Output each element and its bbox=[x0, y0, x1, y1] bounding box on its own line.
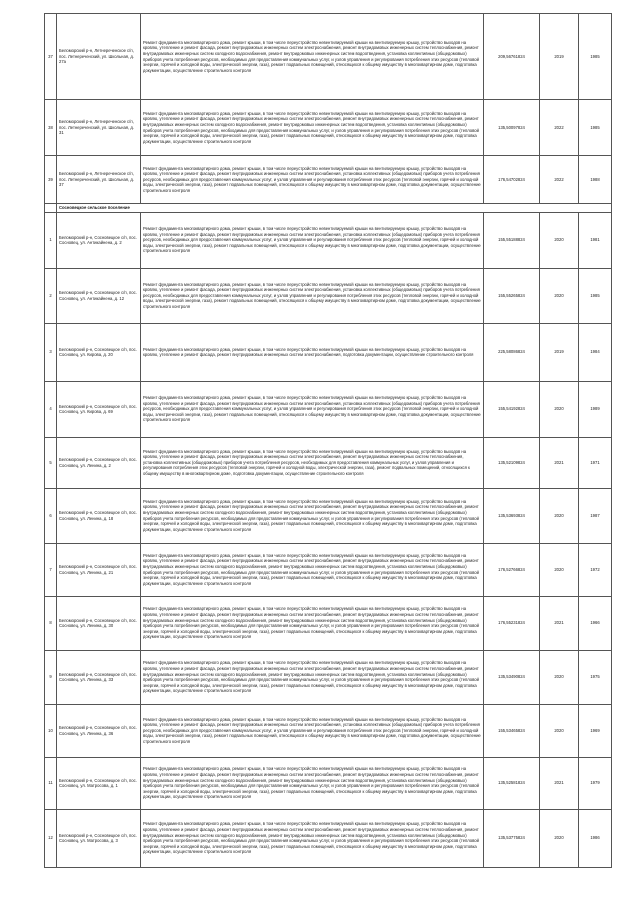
row-number: 5 bbox=[45, 437, 57, 488]
table-row bbox=[45, 488, 612, 543]
section-title: Сосновецкое сельское поселение bbox=[57, 204, 612, 213]
build-year-cell: 1972 bbox=[579, 543, 612, 596]
build-year-cell: 1969 bbox=[579, 704, 612, 757]
address-cell: Беломорский р-н, Летнереченское с/п, пос. Летнереченский, ул. Школьная, д. 37 bbox=[57, 156, 141, 204]
table-row bbox=[45, 212, 612, 268]
works-cell: Ремонт фундамента многоквартирного дома, ремонт крыши, в том числе переустройство невентилируемой крыши на вентилируемую крышу, устройство выходов на кровлю, утепление и ремонт фасада, ремонт внутридомовых инженерных систем электроснабжения, установка коллективных (общедомовых) приборов учета потребления ресурсов, необходимых для предоставления коммунальных услуг, и узлов управления и регулирования потребления этих ресурсов (тепловой энергии, горячей и холодной воды, электрической энергии, газа), ремонт подвальных помещений, относящихся к общему имуществу в многоквартирном доме, подготовка документации, осуществление строительного контроля bbox=[141, 268, 484, 323]
table-row bbox=[45, 381, 612, 437]
row-number: 8 bbox=[45, 596, 57, 650]
cost-cell: 176,52766824 bbox=[484, 543, 540, 596]
row-number: 38 bbox=[45, 100, 57, 156]
address-cell: Беломорский р-н, Сосновецкое с/п, пос. Сосновец, ул. Ленина, д. 36 bbox=[57, 704, 141, 757]
table-row bbox=[45, 650, 612, 704]
build-year-cell: 1966 bbox=[579, 596, 612, 650]
address-cell: Беломорский р-н, Сосновецкое с/п, пос. Сосновец, ул. Матросова, д. 1 bbox=[57, 757, 141, 809]
table-row bbox=[45, 14, 612, 100]
works-cell: Ремонт фундамента многоквартирного дома, ремонт крыши, в том числе переустройство невентилируемой крыши на вентилируемую крышу, устройство выходов на кровлю, утепление и ремонт фасада, ремонт внутридомовых инженерных систем электроснабжения, ремонт внутридомовых инженерных систем теплоснабжения, ремонт внутридомовых инженерных систем холодного водоснабжения, ремонт внутридомовых инженерных систем водоотведения, установка коллективных (общедомовых) приборов учета потребления ресурсов, необходимых для предоставления коммунальных услуг, и узлов управления и регулирования потребления этих ресурсов (тепловой энергии, горячей и холодной воды, электрической энергии, газа), ремонт подвальных помещений, относящихся к общему имуществу в многоквартирном доме, подготовка документации, осуществление строительного контроля bbox=[141, 100, 484, 156]
year-cell: 2020 bbox=[540, 543, 579, 596]
build-year-cell: 1989 bbox=[579, 381, 612, 437]
year-cell: 2020 bbox=[540, 488, 579, 543]
table-row bbox=[45, 596, 612, 650]
year-cell: 2021 bbox=[540, 596, 579, 650]
year-cell: 2022 bbox=[540, 100, 579, 156]
works-cell: Ремонт фундамента многоквартирного дома, ремонт крыши, в том числе переустройство невентилируемой крыши на вентилируемую крышу, устройство выходов на кровлю, утепление и ремонт фасада, ремонт внутридомовых инженерных систем электроснабжения, установка коллективных (общедомовых) приборов учета потребления ресурсов, необходимых для предоставления коммунальных услуг, и узлов управления и регулирования потребления этих ресурсов (тепловой энергии, горячей и холодной воды, электрической энергии, газа), ремонт подвальных помещений, относящихся к общему имуществу в многоквартирном доме, подготовка документации, осуществление строительного контроля bbox=[141, 381, 484, 437]
table-row bbox=[45, 757, 612, 809]
year-cell: 2019 bbox=[540, 14, 579, 100]
row-number: 4 bbox=[45, 381, 57, 437]
row-number: 10 bbox=[45, 704, 57, 757]
year-cell: 2020 bbox=[540, 268, 579, 323]
works-cell: Ремонт фундамента многоквартирного дома, ремонт крыши, в том числе переустройство невентилируемой крыши на вентилируемую крышу, устройство выходов на кровлю, утепление и ремонт фасада, ремонт внутридомовых инженерных систем электроснабжения, ремонт внутридомовых инженерных систем теплоснабжения, ремонт внутридомовых инженерных систем холодного водоснабжения, ремонт внутридомовых инженерных систем водоотведения, установка коллективных (общедомовых) приборов учета потребления ресурсов, необходимых для предоставления коммунальных услуг, и узлов управления и регулирования потребления этих ресурсов (тепловой энергии, горячей и холодной воды, электрической энергии, газа), ремонт подвальных помещений, относящихся к общему имуществу в многоквартирном доме, подготовка документации, осуществление строительного контроля bbox=[141, 596, 484, 650]
table-row bbox=[45, 100, 612, 156]
section-number-cell bbox=[45, 204, 57, 213]
address-cell: Беломорский р-н, Сосновецкое с/п, пос. Сосновец, ул. Ленина, д. 2 bbox=[57, 437, 141, 488]
cost-cell: 135,53693824 bbox=[484, 488, 540, 543]
year-cell: 2021 bbox=[540, 757, 579, 809]
works-cell: Ремонт фундамента многоквартирного дома, ремонт крыши, в том числе переустройство невентилируемой крыши на вентилируемую крышу, устройство выходов на кровлю, утепление и ремонт фасада, ремонт внутридомовых инженерных систем электроснабжения, ремонт внутридомовых инженерных систем теплоснабжения, ремонт внутридомовых инженерных систем холодного водоснабжения, ремонт внутридомовых инженерных систем водоотведения, установка коллективных (общедомовых) приборов учета потребления ресурсов, необходимых для предоставления коммунальных услуг, и узлов управления и регулирования потребления этих ресурсов (тепловой энергии, горячей и холодной воды, электрической энергии, газа), ремонт подвальных помещений, относящихся к общему имуществу в многоквартирном доме, подготовка документации, осуществление строительного контроля bbox=[141, 809, 484, 867]
works-cell: Ремонт фундамента многоквартирного дома, ремонт крыши, в том числе переустройство невентилируемой крыши на вентилируемую крышу, устройство выходов на кровлю, утепление и ремонт фасада, ремонт внутридомовых инженерных систем электроснабжения, установка коллективных (общедомовых) приборов учета потребления ресурсов, необходимых для предоставления коммунальных услуг, и узлов управления и регулирования потребления этих ресурсов (тепловой энергии, горячей и холодной воды, электрической энергии, газа), ремонт подвальных помещений, относящихся к общему имуществу в многоквартирном доме, подготовка документации, осуществление строительного контроля bbox=[141, 212, 484, 268]
cost-cell: 176,54702824 bbox=[484, 156, 540, 204]
works-cell: Ремонт фундамента многоквартирного дома, ремонт крыши, в том числе переустройство невентилируемой крыши на вентилируемую крышу, устройство выходов на кровлю, утепление и ремонт фасада, ремонт внутридомовых инженерных систем электроснабжения, ремонт внутридомовых инженерных систем теплоснабжения, ремонт внутридомовых инженерных систем холодного водоснабжения, ремонт внутридомовых инженерных систем водоотведения, установка коллективных (общедомовых) приборов учета потребления ресурсов, необходимых для предоставления коммунальных услуг, и узлов управления и регулирования потребления этих ресурсов (тепловой энергии, горячей и холодной воды, электрической энергии, газа), ремонт подвальных помещений, относящихся к общему имуществу в многоквартирном доме, подготовка документации, осуществление строительного контроля bbox=[141, 14, 484, 100]
row-number: 3 bbox=[45, 323, 57, 381]
row-number: 6 bbox=[45, 488, 57, 543]
row-number: 12 bbox=[45, 809, 57, 867]
build-year-cell: 1985 bbox=[579, 100, 612, 156]
works-cell: Ремонт фундамента многоквартирного дома, ремонт крыши, в том числе переустройство невентилируемой крыши на вентилируемую крышу, устройство выходов на кровлю, утепление и ремонт фасада, ремонт внутридомовых инженерных систем электроснабжения, ремонт внутридомовых инженерных систем теплоснабжения, ремонт внутридомовых инженерных систем холодного водоснабжения, ремонт внутридомовых инженерных систем водоотведения, установка коллективных (общедомовых) приборов учета потребления ресурсов, необходимых для предоставления коммунальных услуг, и узлов управления и регулирования потребления этих ресурсов (тепловой энергии, горячей и холодной воды, электрической энергии, газа), ремонт подвальных помещений, относящихся к общему имуществу в многоквартирном доме, подготовка документации, осуществление строительного контроля bbox=[141, 650, 484, 704]
build-year-cell: 1987 bbox=[579, 488, 612, 543]
cost-cell: 155,54192824 bbox=[484, 381, 540, 437]
row-number: 7 bbox=[45, 543, 57, 596]
address-cell: Беломорский р-н, Летнереченское с/п, пос. Летнереченский, ул. Школьная, д. 27а bbox=[57, 14, 141, 100]
address-cell: Беломорский р-н, Сосновецкое с/п, пос. Сосновец, ул. Ленина, д. 18 bbox=[57, 488, 141, 543]
table-row bbox=[45, 268, 612, 323]
row-number: 9 bbox=[45, 650, 57, 704]
address-cell: Беломорский р-н, Летнереченское с/п, пос. Летнереченский, ул. Школьная, д. 31 bbox=[57, 100, 141, 156]
table-row bbox=[45, 437, 612, 488]
cost-cell: 155,55265824 bbox=[484, 268, 540, 323]
build-year-cell: 1985 bbox=[579, 14, 612, 100]
table-body bbox=[45, 14, 612, 868]
works-cell: Ремонт фундамента многоквартирного дома, ремонт крыши, в том числе переустройство невентилируемой крыши на вентилируемую крышу, устройство выходов на кровлю, утепление и ремонт фасада, ремонт внутридомовых инженерных систем электроснабжения, ремонт внутридомовых инженерных систем теплоснабжения, установка коллективных (общедомовых) приборов учета потребления ресурсов, необходимых для предоставления коммунальных услуг, и узлов управления и регулирования потребления этих ресурсов (тепловой энергии, горячей и холодной воды, электрической энергии, газа), ремонт подвальных помещений, относящихся к общему имуществу в многоквартирном доме, подготовка документации, осуществление строительного контроля bbox=[141, 437, 484, 488]
year-cell: 2020 bbox=[540, 650, 579, 704]
works-cell: Ремонт фундамента многоквартирного дома, ремонт крыши, в том числе переустройство невентилируемой крыши на вентилируемую крышу, устройство выходов на кровлю, утепление и ремонт фасада, ремонт внутридомовых инженерных систем электроснабжения, ремонт внутридомовых инженерных систем теплоснабжения, ремонт внутридомовых инженерных систем холодного водоснабжения, ремонт внутридомовых инженерных систем водоотведения, установка коллективных (общедомовых) приборов учета потребления ресурсов, необходимых для предоставления коммунальных услуг, и узлов управления и регулирования потребления этих ресурсов (тепловой энергии, горячей и холодной воды, электрической энергии, газа), ремонт подвальных помещений, относящихся к общему имуществу в многоквартирном доме, подготовка документации, осуществление строительного контроля bbox=[141, 543, 484, 596]
build-year-cell: 1979 bbox=[579, 757, 612, 809]
cost-cell: 135,53490824 bbox=[484, 650, 540, 704]
cost-cell: 155,53465824 bbox=[484, 704, 540, 757]
address-cell: Беломорский р-н, Сосновецкое с/п, пос. Сосновец, ул. Кирова, д. 69 bbox=[57, 381, 141, 437]
table-row bbox=[45, 809, 612, 867]
cost-cell: 225,58086824 bbox=[484, 323, 540, 381]
row-number: 1 bbox=[45, 212, 57, 268]
address-cell: Беломорский р-н, Сосновецкое с/п, пос. Сосновец, ул. Антикайнена, д. 2 bbox=[57, 212, 141, 268]
year-cell: 2020 bbox=[540, 212, 579, 268]
cost-cell: 135,52109824 bbox=[484, 437, 540, 488]
address-cell: Беломорский р-н, Сосновецкое с/п, пос. Сосновец, ул. Антикайнена, д. 12 bbox=[57, 268, 141, 323]
section-row bbox=[45, 204, 612, 213]
works-cell: Ремонт фундамента многоквартирного дома, ремонт крыши, в том числе переустройство невентилируемой крыши на вентилируемую крышу, устройство выходов на кровлю, утепление и ремонт фасада, ремонт внутридомовых инженерных систем электроснабжения, установка коллективных (общедомовых) приборов учета потребления ресурсов, необходимых для предоставления коммунальных услуг, и узлов управления и регулирования потребления этих ресурсов (тепловой энергии, горячей и холодной воды, электрической энергии, газа), ремонт подвальных помещений, относящихся к общему имуществу в многоквартирном доме, подготовка документации, осуществление строительного контроля bbox=[141, 156, 484, 204]
row-number: 37 bbox=[45, 14, 57, 100]
cost-cell: 176,55231824 bbox=[484, 596, 540, 650]
build-year-cell: 1984 bbox=[579, 323, 612, 381]
cost-cell: 209,56761824 bbox=[484, 14, 540, 100]
build-year-cell: 1988 bbox=[579, 156, 612, 204]
works-cell: Ремонт фундамента многоквартирного дома, ремонт крыши, в том числе переустройство невентилируемой крыши на вентилируемую крышу, устройство выходов на кровлю, утепление и ремонт фасада, ремонт внутридомовых инженерных систем электроснабжения, ремонт внутридомовых инженерных систем теплоснабжения, ремонт внутридомовых инженерных систем холодного водоснабжения, ремонт внутридомовых инженерных систем водоотведения, установка коллективных (общедомовых) приборов учета потребления ресурсов, необходимых для предоставления коммунальных услуг, и узлов управления и регулирования потребления этих ресурсов (тепловой энергии, горячей и холодной воды, электрической энергии, газа), ремонт подвальных помещений, относящихся к общему имуществу в многоквартирном доме, подготовка документации, осуществление строительного контроля bbox=[141, 757, 484, 809]
cost-cell: 135,52581824 bbox=[484, 757, 540, 809]
table-row bbox=[45, 704, 612, 757]
year-cell: 2022 bbox=[540, 156, 579, 204]
build-year-cell: 1985 bbox=[579, 268, 612, 323]
address-cell: Беломорский р-н, Сосновецкое с/п, пос. Сосновец, ул. Матросова, д. 3 bbox=[57, 809, 141, 867]
year-cell: 2020 bbox=[540, 809, 579, 867]
build-year-cell: 1986 bbox=[579, 809, 612, 867]
year-cell: 2021 bbox=[540, 437, 579, 488]
table-row bbox=[45, 323, 612, 381]
address-cell: Беломорский р-н, Сосновецкое с/п, пос. Сосновец, ул. Ленина, д. 30 bbox=[57, 596, 141, 650]
build-year-cell: 1975 bbox=[579, 650, 612, 704]
build-year-cell: 1971 bbox=[579, 437, 612, 488]
works-cell: Ремонт фундамента многоквартирного дома, ремонт крыши, в том числе переустройство невентилируемой крыши на вентилируемую крышу, устройство выходов на кровлю, утепление и ремонт фасада, ремонт внутридомовых инженерных систем электроснабжения, подготовка документации, осуществление строительного контроля bbox=[141, 323, 484, 381]
row-number: 11 bbox=[45, 757, 57, 809]
year-cell: 2020 bbox=[540, 381, 579, 437]
address-cell: Беломорский р-н, Сосновецкое с/п, пос. Сосновец, ул. Кирова, д. 20 bbox=[57, 323, 141, 381]
address-cell: Беломорский р-н, Сосновецкое с/п, пос. Сосновец, ул. Ленина, д. 21 bbox=[57, 543, 141, 596]
address-cell: Беломорский р-н, Сосновецкое с/п, пос. Сосновец, ул. Ленина, д. 33 bbox=[57, 650, 141, 704]
year-cell: 2019 bbox=[540, 323, 579, 381]
table-row bbox=[45, 156, 612, 204]
works-cell: Ремонт фундамента многоквартирного дома, ремонт крыши, в том числе переустройство невентилируемой крыши на вентилируемую крышу, устройство выходов на кровлю, утепление и ремонт фасада, ремонт внутридомовых инженерных систем электроснабжения, ремонт внутридомовых инженерных систем теплоснабжения, ремонт внутридомовых инженерных систем холодного водоснабжения, ремонт внутридомовых инженерных систем водоотведения, установка коллективных (общедомовых) приборов учета потребления ресурсов, необходимых для предоставления коммунальных услуг, и узлов управления и регулирования потребления этих ресурсов (тепловой энергии, горячей и холодной воды, электрической энергии, газа), ремонт подвальных помещений, относящихся к общему имуществу в многоквартирном доме, подготовка документации, осуществление строительного контроля bbox=[141, 488, 484, 543]
works-cell: Ремонт фундамента многоквартирного дома, ремонт крыши, в том числе переустройство невентилируемой крыши на вентилируемую крышу, устройство выходов на кровлю, утепление и ремонт фасада, ремонт внутридомовых инженерных систем электроснабжения, установка коллективных (общедомовых) приборов учета потребления ресурсов, необходимых для предоставления коммунальных услуг, и узлов управления и регулирования потребления этих ресурсов (тепловой энергии, горячей и холодной воды, электрической энергии, газа), ремонт подвальных помещений, относящихся к общему имуществу в многоквартирном доме, подготовка документации, осуществление строительного контроля bbox=[141, 704, 484, 757]
row-number: 39 bbox=[45, 156, 57, 204]
table-row bbox=[45, 543, 612, 596]
repair-program-table bbox=[44, 13, 612, 868]
cost-cell: 135,50097824 bbox=[484, 100, 540, 156]
build-year-cell: 1981 bbox=[579, 212, 612, 268]
cost-cell: 135,53775824 bbox=[484, 809, 540, 867]
row-number: 2 bbox=[45, 268, 57, 323]
cost-cell: 155,55188824 bbox=[484, 212, 540, 268]
year-cell: 2020 bbox=[540, 704, 579, 757]
